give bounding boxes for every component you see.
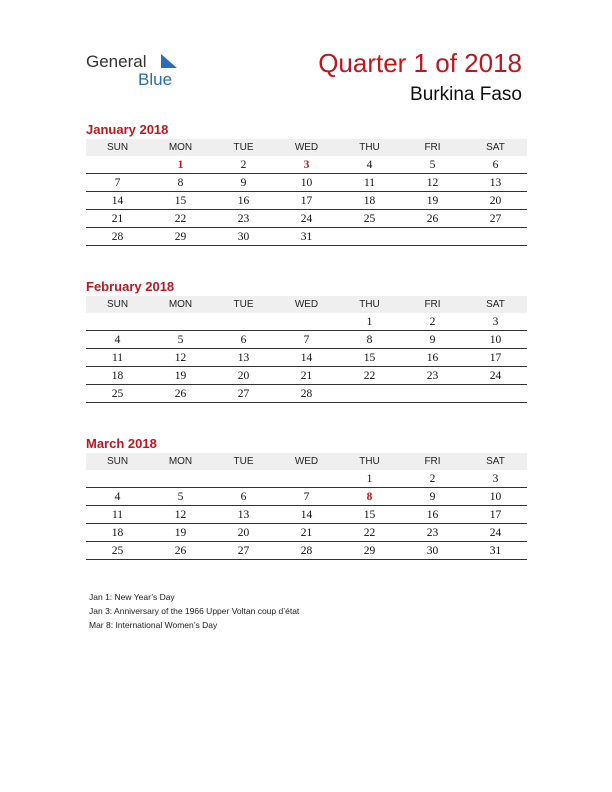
weekday-header: THU bbox=[338, 453, 401, 470]
day-cell: 26 bbox=[149, 385, 212, 403]
day-cell: 23 bbox=[401, 524, 464, 542]
day-cell: 22 bbox=[338, 367, 401, 385]
day-cell: 11 bbox=[86, 349, 149, 367]
weekday-header: SAT bbox=[464, 139, 527, 156]
weekday-header: SAT bbox=[464, 453, 527, 470]
day-cell: 27 bbox=[212, 542, 275, 560]
day-cell: 24 bbox=[464, 524, 527, 542]
day-cell: 24 bbox=[275, 210, 338, 228]
day-cell: 18 bbox=[86, 367, 149, 385]
day-cell: 26 bbox=[149, 542, 212, 560]
day-cell: 21 bbox=[275, 524, 338, 542]
day-cell: 9 bbox=[212, 174, 275, 192]
holiday-note: Jan 3: Anniversary of the 1966 Upper Voltan coup d’état bbox=[89, 606, 300, 616]
day-cell: 1 bbox=[149, 156, 212, 174]
day-cell: 29 bbox=[149, 228, 212, 246]
weekday-header: TUE bbox=[212, 139, 275, 156]
week-row bbox=[86, 542, 527, 560]
day-cell: 8 bbox=[149, 174, 212, 192]
day-cell: 25 bbox=[86, 385, 149, 403]
day-cell: 4 bbox=[86, 331, 149, 349]
day-cell: 17 bbox=[464, 506, 527, 524]
day-cell: 12 bbox=[149, 349, 212, 367]
day-cell: 19 bbox=[149, 524, 212, 542]
day-cell bbox=[149, 313, 212, 331]
week-row bbox=[86, 156, 527, 174]
day-cell: 11 bbox=[338, 174, 401, 192]
logo-triangle-icon bbox=[159, 52, 179, 70]
weekday-header: SUN bbox=[86, 139, 149, 156]
day-cell: 13 bbox=[212, 506, 275, 524]
weekday-header: WED bbox=[275, 139, 338, 156]
week-row bbox=[86, 367, 527, 385]
day-cell: 8 bbox=[338, 488, 401, 506]
day-cell: 12 bbox=[149, 506, 212, 524]
day-cell bbox=[275, 313, 338, 331]
weekday-header: FRI bbox=[401, 139, 464, 156]
day-cell: 11 bbox=[86, 506, 149, 524]
month-january bbox=[86, 121, 527, 246]
calendar-grid bbox=[86, 139, 527, 246]
day-cell: 14 bbox=[275, 506, 338, 524]
week-row bbox=[86, 488, 527, 506]
month-title: March 2018 bbox=[86, 436, 157, 451]
day-cell bbox=[86, 156, 149, 174]
day-cell: 22 bbox=[149, 210, 212, 228]
week-row bbox=[86, 192, 527, 210]
weekday-header: TUE bbox=[212, 296, 275, 313]
day-cell: 30 bbox=[401, 542, 464, 560]
day-cell: 30 bbox=[212, 228, 275, 246]
day-cell: 5 bbox=[149, 331, 212, 349]
weekday-header: FRI bbox=[401, 296, 464, 313]
day-cell: 31 bbox=[464, 542, 527, 560]
country-name: Burkina Faso bbox=[410, 84, 522, 105]
day-cell: 16 bbox=[401, 506, 464, 524]
week-row bbox=[86, 506, 527, 524]
day-cell: 16 bbox=[212, 192, 275, 210]
day-cell: 17 bbox=[275, 192, 338, 210]
day-cell: 10 bbox=[464, 331, 527, 349]
day-cell: 7 bbox=[275, 331, 338, 349]
day-cell: 31 bbox=[275, 228, 338, 246]
weekday-header: FRI bbox=[401, 453, 464, 470]
week-row bbox=[86, 349, 527, 367]
month-march bbox=[86, 435, 527, 560]
weekday-header: TUE bbox=[212, 453, 275, 470]
day-cell: 24 bbox=[464, 367, 527, 385]
day-cell: 20 bbox=[212, 367, 275, 385]
day-cell: 28 bbox=[86, 228, 149, 246]
day-cell: 18 bbox=[86, 524, 149, 542]
day-cell: 25 bbox=[338, 210, 401, 228]
day-cell: 15 bbox=[338, 506, 401, 524]
week-row bbox=[86, 331, 527, 349]
day-cell: 17 bbox=[464, 349, 527, 367]
day-cell: 4 bbox=[86, 488, 149, 506]
holiday-note: Jan 1: New Year’s Day bbox=[89, 592, 175, 602]
day-cell: 4 bbox=[338, 156, 401, 174]
day-cell: 6 bbox=[212, 488, 275, 506]
day-cell bbox=[212, 470, 275, 488]
weekday-header: SUN bbox=[86, 296, 149, 313]
weekday-header: WED bbox=[275, 296, 338, 313]
day-cell: 19 bbox=[149, 367, 212, 385]
day-cell bbox=[464, 228, 527, 246]
week-row bbox=[86, 228, 527, 246]
day-cell: 1 bbox=[338, 470, 401, 488]
week-row bbox=[86, 524, 527, 542]
day-cell: 19 bbox=[401, 192, 464, 210]
day-cell: 27 bbox=[464, 210, 527, 228]
day-cell: 14 bbox=[86, 192, 149, 210]
calendar-grid bbox=[86, 296, 527, 403]
day-cell bbox=[86, 313, 149, 331]
day-cell: 12 bbox=[401, 174, 464, 192]
logo-blue-text: Blue bbox=[138, 70, 173, 89]
weekday-header-row bbox=[86, 453, 527, 470]
day-cell: 5 bbox=[401, 156, 464, 174]
day-cell bbox=[464, 385, 527, 403]
logo-general-text: General bbox=[86, 52, 147, 71]
day-cell: 23 bbox=[212, 210, 275, 228]
weekday-header-row bbox=[86, 139, 527, 156]
generalblue-logo bbox=[86, 50, 186, 90]
day-cell: 22 bbox=[338, 524, 401, 542]
day-cell bbox=[86, 470, 149, 488]
day-cell: 29 bbox=[338, 542, 401, 560]
weekday-header: WED bbox=[275, 453, 338, 470]
day-cell: 15 bbox=[338, 349, 401, 367]
day-cell: 10 bbox=[464, 488, 527, 506]
day-cell: 3 bbox=[464, 313, 527, 331]
day-cell: 10 bbox=[275, 174, 338, 192]
weekday-header: THU bbox=[338, 296, 401, 313]
day-cell: 20 bbox=[464, 192, 527, 210]
day-cell: 6 bbox=[464, 156, 527, 174]
day-cell bbox=[338, 385, 401, 403]
weekday-header: SUN bbox=[86, 453, 149, 470]
day-cell bbox=[212, 313, 275, 331]
page-title: Quarter 1 of 2018 bbox=[318, 48, 522, 78]
day-cell: 7 bbox=[275, 488, 338, 506]
day-cell: 5 bbox=[149, 488, 212, 506]
day-cell: 15 bbox=[149, 192, 212, 210]
week-row bbox=[86, 313, 527, 331]
weekday-header: MON bbox=[149, 453, 212, 470]
week-row bbox=[86, 385, 527, 403]
day-cell: 9 bbox=[401, 488, 464, 506]
weekday-header: THU bbox=[338, 139, 401, 156]
day-cell: 28 bbox=[275, 385, 338, 403]
day-cell: 28 bbox=[275, 542, 338, 560]
holiday-note: Mar 8: International Women’s Day bbox=[89, 620, 218, 630]
weekday-header: MON bbox=[149, 139, 212, 156]
day-cell: 8 bbox=[338, 331, 401, 349]
day-cell: 3 bbox=[275, 156, 338, 174]
day-cell: 14 bbox=[275, 349, 338, 367]
day-cell bbox=[338, 228, 401, 246]
day-cell: 1 bbox=[338, 313, 401, 331]
week-row bbox=[86, 470, 527, 488]
month-title: February 2018 bbox=[86, 279, 175, 294]
month-title: January 2018 bbox=[86, 122, 169, 137]
day-cell: 18 bbox=[338, 192, 401, 210]
day-cell: 25 bbox=[86, 542, 149, 560]
week-row bbox=[86, 174, 527, 192]
day-cell: 7 bbox=[86, 174, 149, 192]
day-cell bbox=[149, 470, 212, 488]
day-cell: 16 bbox=[401, 349, 464, 367]
day-cell: 21 bbox=[86, 210, 149, 228]
day-cell bbox=[401, 228, 464, 246]
day-cell: 27 bbox=[212, 385, 275, 403]
day-cell: 3 bbox=[464, 470, 527, 488]
day-cell: 2 bbox=[401, 470, 464, 488]
day-cell: 2 bbox=[401, 313, 464, 331]
day-cell: 2 bbox=[212, 156, 275, 174]
day-cell: 13 bbox=[212, 349, 275, 367]
day-cell: 13 bbox=[464, 174, 527, 192]
day-cell: 23 bbox=[401, 367, 464, 385]
weekday-header: SAT bbox=[464, 296, 527, 313]
month-february bbox=[86, 278, 527, 403]
calendar-grid bbox=[86, 453, 527, 560]
day-cell: 6 bbox=[212, 331, 275, 349]
day-cell bbox=[401, 385, 464, 403]
day-cell: 9 bbox=[401, 331, 464, 349]
weekday-header-row bbox=[86, 296, 527, 313]
week-row bbox=[86, 210, 527, 228]
weekday-header: MON bbox=[149, 296, 212, 313]
day-cell: 21 bbox=[275, 367, 338, 385]
day-cell: 20 bbox=[212, 524, 275, 542]
day-cell bbox=[275, 470, 338, 488]
holiday-notes bbox=[89, 590, 299, 632]
day-cell: 26 bbox=[401, 210, 464, 228]
